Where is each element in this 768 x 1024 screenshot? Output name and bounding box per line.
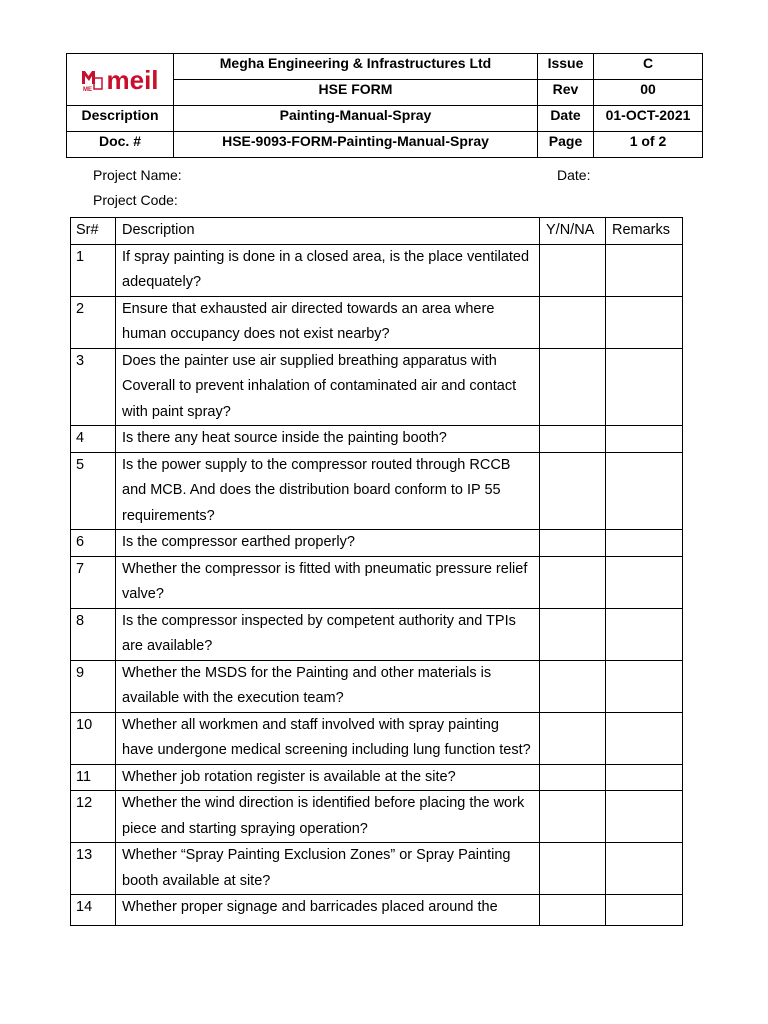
description-value: Painting-Manual-Spray (174, 106, 538, 132)
row-description: Whether the MSDS for the Painting and other materials is available with the execution team? (116, 660, 540, 712)
page-value: 1 of 2 (594, 132, 703, 158)
table-row (71, 530, 683, 557)
table-row (71, 843, 683, 895)
row-sr-number: 7 (71, 556, 116, 608)
row-sr-number: 13 (71, 843, 116, 895)
row-sr-number: 9 (71, 660, 116, 712)
row-yn-cell[interactable] (540, 791, 606, 843)
table-row (71, 660, 683, 712)
row-remarks-cell[interactable] (606, 843, 683, 895)
table-row (71, 244, 683, 296)
checklist-header-row (71, 218, 683, 245)
row-yn-cell[interactable] (540, 764, 606, 791)
row-remarks-cell[interactable] (606, 296, 683, 348)
row-yn-cell[interactable] (540, 348, 606, 426)
row-yn-cell[interactable] (540, 608, 606, 660)
project-name-label: Project Name: (93, 167, 182, 183)
row-description: Whether all workmen and staff involved with spray painting have undergone medical screening including lung function test? (116, 712, 540, 764)
row-sr-number: 5 (71, 452, 116, 530)
row-remarks-cell[interactable] (606, 244, 683, 296)
issue-value: C (594, 54, 703, 80)
description-label: Description (67, 106, 174, 132)
table-row (71, 296, 683, 348)
row-remarks-cell[interactable] (606, 556, 683, 608)
project-code-label: Project Code: (93, 192, 178, 208)
row-description: Ensure that exhausted air directed towards an area where human occupancy does not exist nearby? (116, 296, 540, 348)
row-yn-cell[interactable] (540, 426, 606, 453)
row-remarks-cell[interactable] (606, 712, 683, 764)
table-row (71, 556, 683, 608)
row-remarks-cell[interactable] (606, 608, 683, 660)
row-sr-number: 8 (71, 608, 116, 660)
row-yn-cell[interactable] (540, 556, 606, 608)
row-remarks-cell[interactable] (606, 660, 683, 712)
table-row (71, 608, 683, 660)
row-sr-number: 10 (71, 712, 116, 764)
meil-emblem-icon (81, 68, 103, 92)
row-description: Whether the compressor is fitted with pneumatic pressure relief valve? (116, 556, 540, 608)
row-yn-cell[interactable] (540, 712, 606, 764)
table-row (71, 452, 683, 530)
table-row (71, 764, 683, 791)
company-name: Megha Engineering & Infrastructures Ltd (174, 54, 538, 80)
row-yn-cell[interactable] (540, 296, 606, 348)
column-header-remarks: Remarks (606, 218, 683, 245)
page-label: Page (538, 132, 594, 158)
row-description: Does the painter use air supplied breathing apparatus with Coverall to prevent inhalation of contaminated air and contact with paint spray? (116, 348, 540, 426)
row-yn-cell[interactable] (540, 530, 606, 557)
column-header-sr: Sr# (71, 218, 116, 245)
row-description: Is there any heat source inside the painting booth? (116, 426, 540, 453)
row-remarks-cell[interactable] (606, 791, 683, 843)
row-sr-number: 6 (71, 530, 116, 557)
row-yn-cell[interactable] (540, 452, 606, 530)
table-row (71, 791, 683, 843)
row-yn-cell[interactable] (540, 843, 606, 895)
checklist-table (70, 217, 683, 926)
row-sr-number: 14 (71, 895, 116, 926)
row-description: Is the compressor inspected by competent authority and TPIs are available? (116, 608, 540, 660)
row-remarks-cell[interactable] (606, 764, 683, 791)
row-description: If spray painting is done in a closed area, is the place ventilated adequately? (116, 244, 540, 296)
column-header-yn: Y/N/NA (540, 218, 606, 245)
date-label: Date (538, 106, 594, 132)
logo-wordmark: meil (106, 64, 159, 95)
table-row (71, 426, 683, 453)
issue-label: Issue (538, 54, 594, 80)
row-description: Is the compressor earthed properly? (116, 530, 540, 557)
row-sr-number: 12 (71, 791, 116, 843)
row-description: Is the power supply to the compressor routed through RCCB and MCB. And does the distribution board conform to IP 55 requirements? (116, 452, 540, 530)
row-sr-number: 11 (71, 764, 116, 791)
company-logo (67, 54, 174, 106)
svg-text:ME: ME (83, 86, 93, 92)
table-row (71, 712, 683, 764)
row-remarks-cell[interactable] (606, 348, 683, 426)
table-row (71, 895, 683, 926)
row-description: Whether proper signage and barricades placed around the (116, 895, 540, 926)
row-description: Whether job rotation register is available at the site? (116, 764, 540, 791)
row-remarks-cell[interactable] (606, 452, 683, 530)
document-header-table (66, 53, 703, 158)
row-yn-cell[interactable] (540, 244, 606, 296)
doc-label: Doc. # (67, 132, 174, 158)
row-description: Whether “Spray Painting Exclusion Zones” or Spray Painting booth available at site? (116, 843, 540, 895)
date-value: 01-OCT-2021 (594, 106, 703, 132)
row-sr-number: 3 (71, 348, 116, 426)
rev-label: Rev (538, 80, 594, 106)
row-sr-number: 4 (71, 426, 116, 453)
row-description: Whether the wind direction is identified before placing the work piece and starting spraying operation? (116, 791, 540, 843)
table-row (71, 348, 683, 426)
row-remarks-cell[interactable] (606, 426, 683, 453)
form-type: HSE FORM (174, 80, 538, 106)
doc-value: HSE-9093-FORM-Painting-Manual-Spray (174, 132, 538, 158)
row-yn-cell[interactable] (540, 660, 606, 712)
row-sr-number: 2 (71, 296, 116, 348)
rev-value: 00 (594, 80, 703, 106)
project-date-label: Date: (557, 167, 591, 183)
column-header-description: Description (116, 218, 540, 245)
row-remarks-cell[interactable] (606, 895, 683, 926)
row-sr-number: 1 (71, 244, 116, 296)
row-remarks-cell[interactable] (606, 530, 683, 557)
row-yn-cell[interactable] (540, 895, 606, 926)
